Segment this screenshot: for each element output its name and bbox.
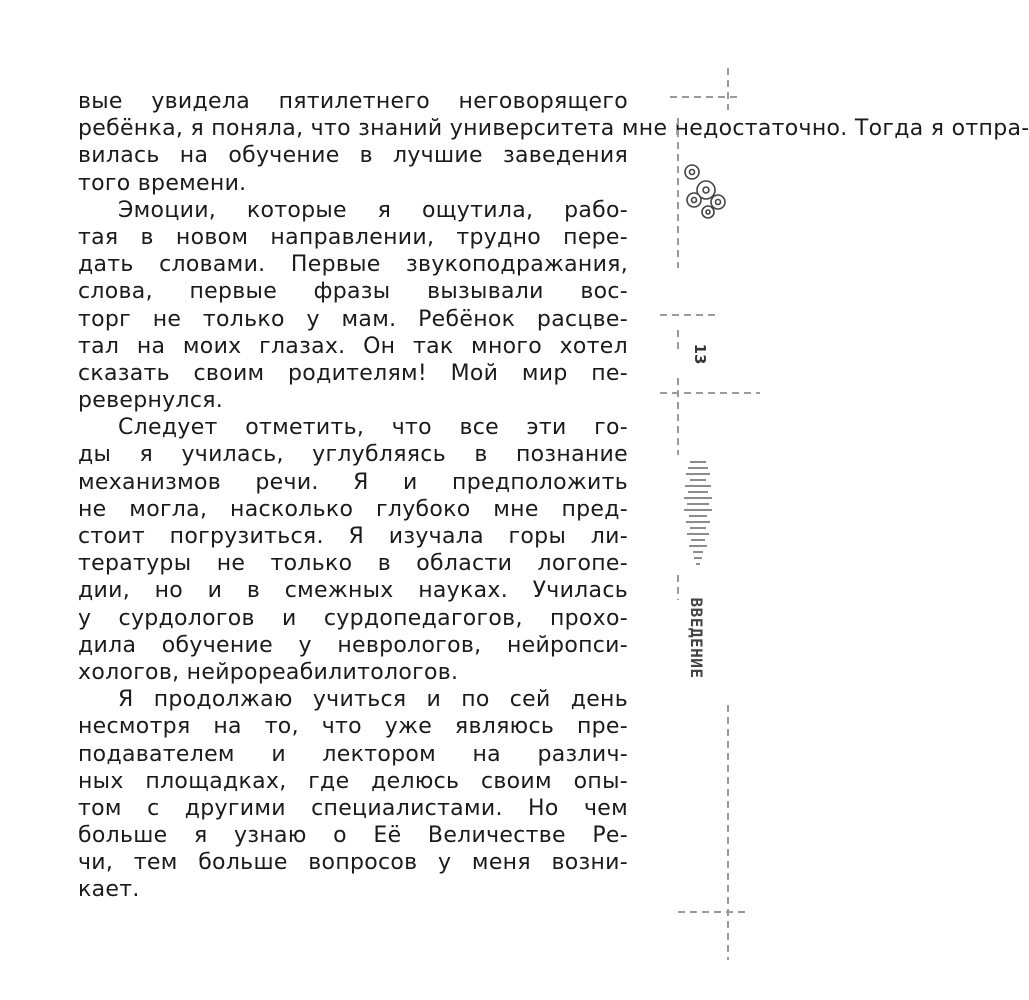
text-line: Я продолжаю учиться и по сей день <box>118 687 628 713</box>
text-line: кает. <box>78 877 140 903</box>
text-line: того времени. <box>78 170 247 196</box>
text-line: вилась на обучение в лучшие заведения <box>78 143 628 169</box>
text-line: несмотря на то, что уже являюсь пре- <box>78 714 628 740</box>
gear-hub <box>692 198 697 203</box>
text-line: торг не только у мам. Ребёнок расцве- <box>78 306 628 332</box>
text-line: у сурдологов и сурдопедагогов, прохо- <box>78 605 628 631</box>
text-line: дила обучение у неврологов, нейропси- <box>78 632 628 658</box>
text-line: тературы не только в области логопе- <box>78 551 628 577</box>
text-line: Эмоции, которые я ощутила, рабо- <box>118 197 628 223</box>
text-line: вые увидела пятилетнего неговорящего <box>78 89 628 114</box>
page-number: 13 <box>691 343 709 365</box>
text-line: хологов, нейрореабилитологов. <box>78 659 459 685</box>
gear-hub <box>703 187 709 193</box>
text-line: том с другими специалистами. Но чем <box>78 795 628 821</box>
text-line: дать словами. Первые звукоподражания, <box>78 252 628 278</box>
text-line: ревернулся. <box>78 388 224 414</box>
gear-hub <box>706 210 710 214</box>
text-line: ребёнка, я поняла, что знаний университета мне недостаточно. Тогда я отпра- <box>78 116 1029 142</box>
text-line: тал на моих глазах. Он так много хотел <box>78 333 628 359</box>
text-line: дии, но и в смежных науках. Училась <box>78 578 628 604</box>
text-line: подавателем и лектором на различ- <box>78 741 628 767</box>
margin-sidebar <box>650 0 800 1000</box>
text-line: сказать своим родителям! Мой мир пе- <box>78 360 628 386</box>
text-line: ных площадках, где делюсь своим опы- <box>78 768 628 794</box>
dashed-guides <box>660 68 760 960</box>
sidebar-decorations <box>650 0 800 1000</box>
text-line: стоит погрузиться. Я изучала горы ли- <box>78 524 628 549</box>
section-title: ВВЕДЕНИЕ <box>687 597 706 679</box>
text-line: не могла, насколько глубоко мне пред- <box>78 496 628 522</box>
text-line: слова, первые фразы вызывали вос- <box>78 279 628 305</box>
gears-icon <box>685 165 725 218</box>
text-line: чи, тем больше вопросов у меня возни- <box>78 850 628 876</box>
gear-hub <box>690 170 695 175</box>
text-line: ды я училась, углубляясь в познание <box>78 442 628 468</box>
text-line: механизмов речи. Я и предположить <box>78 469 628 495</box>
gear-hub <box>716 200 721 205</box>
text-line: тая в новом направлении, трудно пере- <box>78 224 628 250</box>
text-line: больше я узнаю о Её Величестве Ре- <box>78 823 628 849</box>
text-line: Следует отметить, что все эти го- <box>118 415 628 441</box>
